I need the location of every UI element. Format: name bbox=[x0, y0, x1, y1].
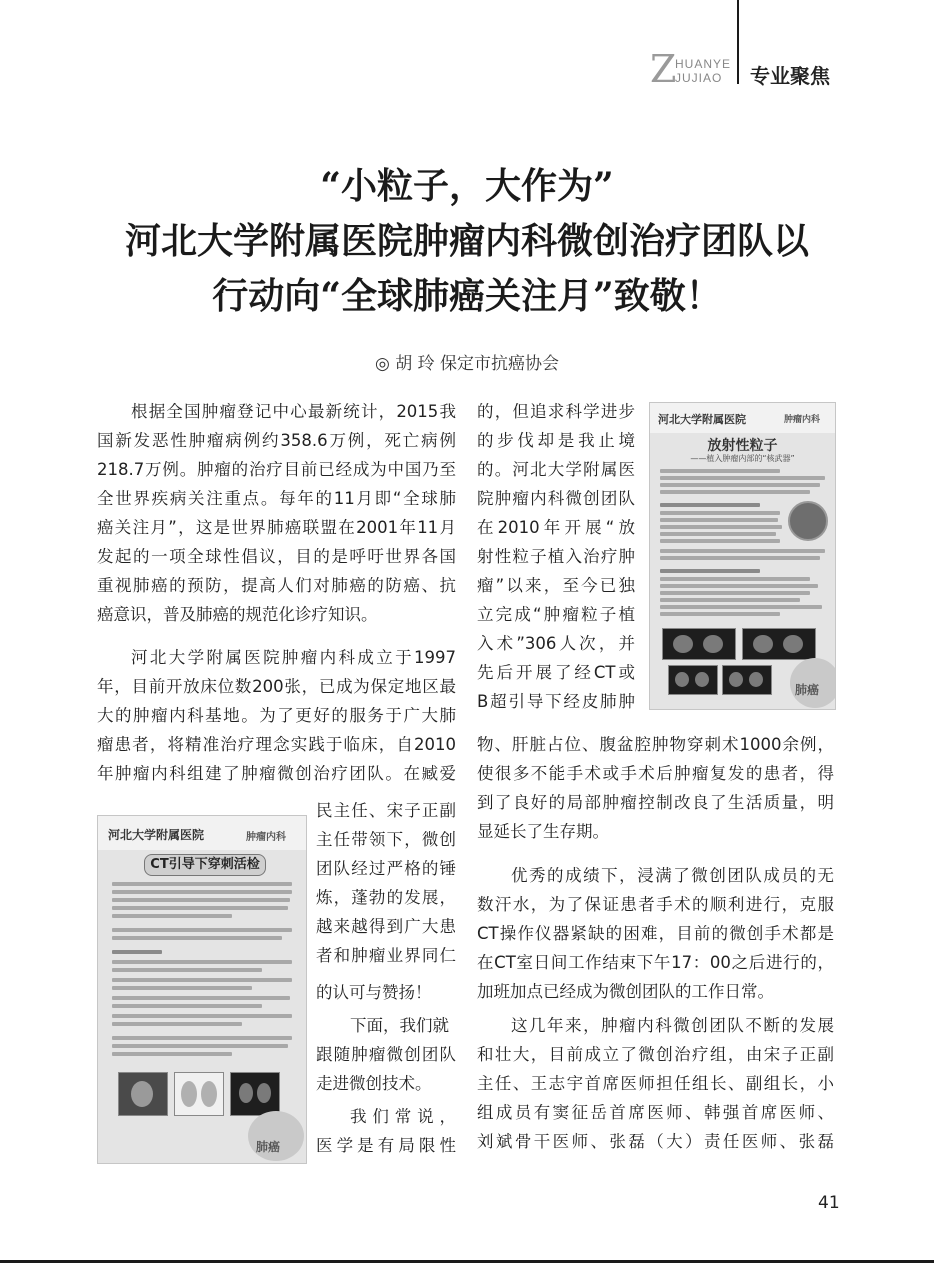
poster-text-line bbox=[112, 928, 292, 932]
text-line: 到了良好的局部肿瘤控制改良了生活质量，明 bbox=[477, 793, 834, 812]
poster-text-line bbox=[660, 605, 822, 609]
text-line: 和壮大，目前成立了微创治疗组，由宋子正副 bbox=[477, 1045, 834, 1064]
poster-text-line bbox=[112, 986, 252, 990]
poster-text-line bbox=[660, 549, 825, 553]
chest-xray-image bbox=[174, 1072, 224, 1116]
ct-scan-image bbox=[662, 628, 736, 660]
text-line: 年，目前开放床位数200张，已成为保定地区最 bbox=[97, 677, 456, 696]
poster-text-line bbox=[112, 936, 282, 940]
poster-text-line bbox=[660, 525, 782, 529]
column-logo-line2: JUJIAO bbox=[675, 71, 723, 85]
text-line: 使很多不能手术或手术后肿瘤复发的患者，得 bbox=[477, 764, 834, 783]
header-divider bbox=[737, 0, 739, 84]
column-logo-line1: HUANYE bbox=[675, 57, 732, 71]
poster-text-line bbox=[660, 483, 820, 487]
text-line: 炼，蓬勃的发展， bbox=[316, 888, 456, 907]
poster-text-line bbox=[660, 612, 780, 616]
ct-scan-image bbox=[742, 628, 816, 660]
poster-title: CT引导下穿刺活检 bbox=[144, 854, 266, 876]
text-line: 在CT室日间工作结束下午17：00之后进行的， bbox=[477, 953, 834, 972]
text-line: 跟随肿瘤微创团队 bbox=[316, 1045, 456, 1064]
poster-text-line bbox=[660, 556, 820, 560]
text-line: 这几年来，肿瘤内科微创团队不断的发展 bbox=[511, 1016, 834, 1035]
text-line: 刘斌骨干医师、张磊（大）责任医师、张磊 bbox=[477, 1132, 834, 1151]
text-line: 显延长了生存期。 bbox=[477, 822, 609, 841]
dept-logo: 肿瘤内科 bbox=[784, 415, 821, 425]
text-line: 优秀的成绩下，浸满了微创团队成员的无 bbox=[511, 866, 834, 885]
poster-text-line bbox=[112, 960, 292, 964]
dept-logo: 肿瘤内科 bbox=[246, 832, 286, 843]
poster-text-line bbox=[112, 1052, 232, 1056]
text-line: 院肿瘤内科微创团队 bbox=[477, 489, 635, 508]
seed-image bbox=[788, 501, 828, 541]
text-line: 河北大学附属医院肿瘤内科成立于1997 bbox=[131, 648, 456, 667]
patient-photo bbox=[118, 1072, 168, 1116]
poster-text-line bbox=[112, 882, 292, 886]
poster-text-line bbox=[112, 890, 292, 894]
poster-text-line bbox=[112, 906, 288, 910]
poster-text-line bbox=[112, 1044, 288, 1048]
text-line: 重视肺癌的预防，提高人们对肺癌的防癌、抗 bbox=[97, 576, 456, 595]
poster-text-line bbox=[660, 511, 780, 515]
text-line: 入术”306人次，并 bbox=[477, 634, 635, 653]
text-line: 物、肝脏占位、腹盆腔肿物穿刺术1000余例， bbox=[477, 735, 834, 754]
text-line: 走进微创技术。 bbox=[316, 1074, 432, 1093]
poster-text-line bbox=[660, 490, 810, 494]
poster-text-line bbox=[112, 914, 232, 918]
text-line: 先后开展了经CT或 bbox=[477, 663, 635, 682]
text-line: CT操作仪器紧缺的困难，目前的微创手术都是 bbox=[477, 924, 834, 943]
poster-text-line bbox=[112, 950, 162, 954]
text-line: 医学是有局限性 bbox=[316, 1136, 456, 1155]
poster-text-line bbox=[660, 518, 778, 522]
ct-scan-image bbox=[722, 665, 772, 695]
poster-text-line bbox=[112, 996, 290, 1000]
text-line: 数汗水，为了保证患者手术的顺利进行，克服 bbox=[477, 895, 834, 914]
column-logo-letter: Z bbox=[650, 47, 677, 91]
page-number: 41 bbox=[818, 1193, 840, 1213]
bottom-rule bbox=[0, 1260, 934, 1263]
text-line: 218.7万例。肿瘤的治疗目前已经成为中国乃至 bbox=[97, 460, 456, 479]
article-title-line-3: 行动向“全球肺癌关注月”致敬！ bbox=[212, 275, 722, 317]
text-line: 组成员有窦征岳首席医师、韩强首席医师、 bbox=[477, 1103, 834, 1122]
text-line: 主任带领下，微创 bbox=[316, 830, 456, 849]
text-line: 的。河北大学附属医 bbox=[477, 460, 635, 479]
text-line: 发起的一项全球性倡议，目的是呼吁世界各国 bbox=[97, 547, 456, 566]
poster-text-line bbox=[660, 598, 800, 602]
text-line: 年肿瘤内科组建了肿瘤微创治疗团队。在臧爱 bbox=[97, 764, 456, 783]
poster-text-line bbox=[112, 1004, 262, 1008]
text-line: 者和肿瘤业界同仁 bbox=[316, 946, 456, 965]
poster-text-line bbox=[112, 968, 262, 972]
poster-text-line bbox=[660, 591, 810, 595]
ct-scan-image bbox=[668, 665, 718, 695]
text-line: 癌关注月”，这是世界肺癌联盟在2001年11月 bbox=[97, 518, 456, 537]
poster-text-line bbox=[660, 539, 780, 543]
ct-scan-image bbox=[230, 1072, 280, 1116]
hospital-logo: 河北大学附属医院 bbox=[658, 413, 746, 426]
poster-title: 放射性粒子 bbox=[707, 438, 778, 454]
poster-text-line bbox=[660, 476, 825, 480]
text-line: 国新发恶性肿瘤病例约358.6万例，死亡病例 bbox=[97, 431, 456, 450]
text-line: 射性粒子植入治疗肿 bbox=[477, 547, 635, 566]
poster-radioactive-seeds bbox=[649, 402, 836, 710]
text-line: 的步伐却是我止境 bbox=[477, 431, 635, 450]
text-line: 大的肿瘤内科基地。为了更好的服务于广大肺 bbox=[97, 706, 456, 725]
text-line: 团队经过严格的锤 bbox=[316, 859, 456, 878]
text-line: 民主任、宋子正副 bbox=[316, 801, 456, 820]
poster-text-line bbox=[112, 1022, 242, 1026]
text-line: 越来越得到广大患 bbox=[316, 917, 456, 936]
text-line: 全世界疾病关注重点。每年的11月即“全球肺 bbox=[97, 489, 456, 508]
text-line: 瘤患者，将精准治疗理念实践于临床，自2010 bbox=[97, 735, 456, 754]
text-line: 瘤”以来，至今已独 bbox=[477, 576, 635, 595]
article-title-line-2: 河北大学附属医院肿瘤内科微创治疗团队以 bbox=[124, 220, 809, 262]
poster-text-line bbox=[660, 532, 776, 536]
text-line: 立完成“肿瘤粒子植 bbox=[477, 605, 635, 624]
poster-text-line bbox=[660, 577, 810, 581]
poster-text-line bbox=[112, 898, 290, 902]
poster-text-line bbox=[660, 584, 818, 588]
poster-text-line bbox=[112, 1036, 292, 1040]
text-line: B超引导下经皮肺肿 bbox=[477, 692, 635, 711]
text-line: 的认可与赞扬！ bbox=[316, 983, 432, 1002]
text-line: 加班加点已经成为微创团队的工作日常。 bbox=[477, 982, 774, 1001]
poster-subtitle: ——植入肿瘤内部的“核武器” bbox=[690, 454, 795, 463]
poster-text-line bbox=[660, 569, 760, 573]
hospital-logo: 河北大学附属医院 bbox=[108, 828, 205, 842]
text-line: 根据全国肿瘤登记中心最新统计，2015我 bbox=[131, 402, 456, 421]
poster-text-line bbox=[112, 978, 292, 982]
poster-text-line bbox=[112, 1014, 292, 1018]
poster-text-line bbox=[660, 469, 780, 473]
text-line: 下面，我们就 bbox=[350, 1016, 449, 1035]
poster-brand: 肺癌 bbox=[794, 683, 819, 697]
section-name: 专业聚焦 bbox=[750, 64, 830, 88]
byline: ◎ 胡 玲 保定市抗癌协会 bbox=[374, 354, 560, 374]
poster-brand: 肺癌 bbox=[255, 1140, 280, 1154]
text-line: 主任、王志宇首席医师担任组长、副组长，小 bbox=[477, 1074, 834, 1093]
poster-ct-biopsy bbox=[97, 815, 307, 1164]
text-line: 癌意识，普及肺癌的规范化诊疗知识。 bbox=[97, 605, 378, 624]
text-line: 的，但追求科学进步 bbox=[477, 402, 635, 421]
article-title-line-1: “小粒子，大作为” bbox=[320, 165, 614, 207]
poster-text-line bbox=[660, 503, 760, 507]
text-line: 在2010年开展“放 bbox=[477, 518, 635, 537]
text-line: 我 们 常 说 ， bbox=[350, 1107, 456, 1126]
